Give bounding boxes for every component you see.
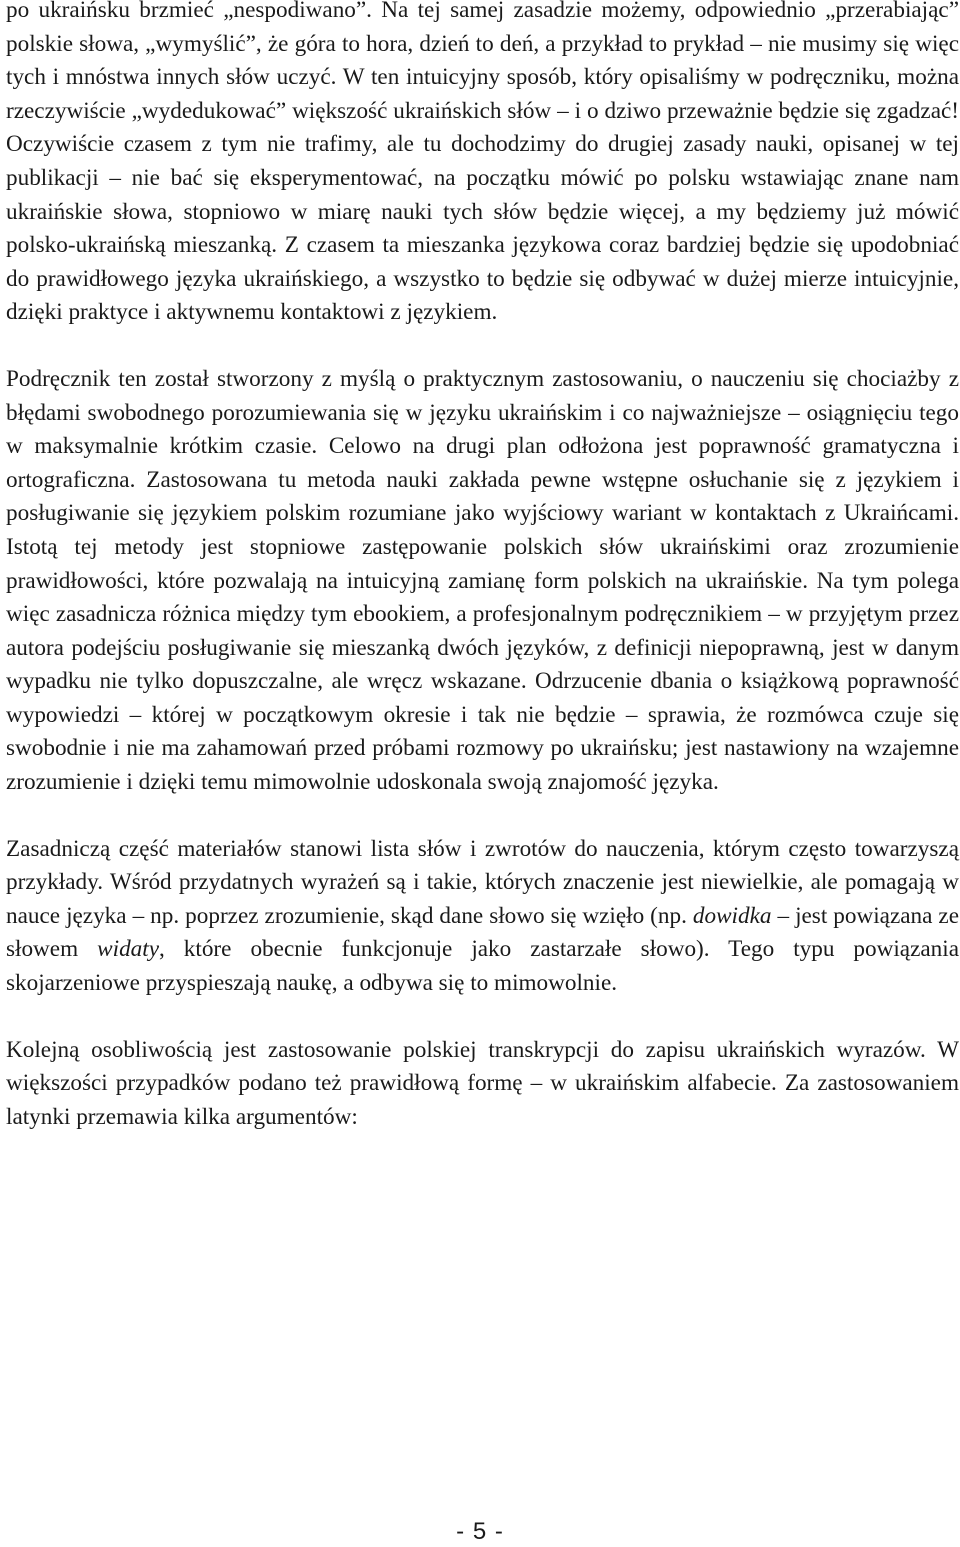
paragraph-text: po ukraińsku brzmieć „nespodiwano”. Na tej samej zasadzie możemy, odpowiednio „przerabiając” polskie słowa, „wymyślić”, że góra to hora, dzień to deń, a przykład to prykład – nie musimy się więc tych i mnóstwa innych słów uczyć. W ten intuicyjny sposób, który opisaliśmy w podręczniku, można rzeczywiście „wydedukować” większość ukraińskich słów – i o dziwo przeważnie będzie się zgadzać! Oczywiście czasem z tym nie trafimy, ale tu dochodzimy do drugiej zasady nauki, opisanej w tej publikacji – nie bać się eksperymentować, na początku mówić po polsku wstawiając znane nam ukraińskie słowa, stopniowo w miarę nauki tych słów będzie więcej, a my będziemy już mówić polsko-ukraińską mieszanką. Z czasem ta mieszanka językowa coraz bardziej będzie się upodobniać do prawidłowego języka ukraińskiego, a wszystko to będzie się odbywać w dużej mierze intuicyjnie, dzięki praktyce i aktywnemu kontaktowi z językiem. [6,0,959,326]
paragraph-text: , które obecnie funkcjonuje jako zastarzałe słowo). Tego typu powiązania skojarzeniowe przyspieszają naukę, a odbywa się to mimowolnie. [6,936,959,997]
page-number: - 5 - [456,1518,504,1545]
document-body [6,0,959,1167]
italic-term-dowidka: dowidka [692,902,772,929]
paragraph-2 [6,363,959,800]
paragraph-text: Zasadniczą część materiałów stanowi lista słów i zwrotów do nauczenia, którym często towarzyszą przykłady. Wśród przydatnych wyrażeń są i takie, których znaczenie jest niewielkie, ale pomagają w nauce języka – np. poprzez zrozumienie, skąd dane słowo się wzięło (np. [6,835,959,929]
paragraph-text: Podręcznik ten został stworzony z myślą o praktycznym zastosowaniu, o nauczeniu się chociażby z błędami swobodnego porozumiewania się w języku ukraińskim i co najważniejsze – osiągnięciu tego w maksymalnie krótkim czasie. Celowo na drugi plan odłożona jest poprawność gramatyczna i ortograficzna. Zastosowana tu metoda nauki zakłada pewne wstępne osłuchanie się z językiem i posługiwanie się językiem polskim rozumiane jako wyjściowy wariant w kontaktach z Ukraińcami. Istotą tej metody jest stopniowe zastępowanie polskich słów ukraińskimi oraz zrozumienie prawidłowości, które pozwalają na intuicyjną zamianę form polskich na ukraińskie. Na tym polega więc zasadnicza różnica między tym ebookiem, a profesjonalnym podręcznikiem – w przyjętym przez autora podejściu posługiwanie się mieszanką dwóch języków, z definicji niepoprawną, jest w danym wypadku nie tylko dopuszczalne, ale wręcz wskazane. Odrzucenie dbania o książkową poprawność wypowiedzi – której w początkowym okresie i tak nie będzie – sprawia, że rozmówca czuje się swobodnie i nie ma zahamowań przed próbami rozmowy po ukraińsku; jest nastawiony na wzajemne zrozumienie i dzięki temu mimowolnie udoskonala swoją znajomość języka. [6,365,959,796]
paragraph-text: – jest powiązana ze słowem [6,902,959,963]
paragraph-text: Kolejną osobliwością jest zastosowanie polskiej transkrypcji do zapisu ukraińskich wyrazów. W większości przypadków podano też prawidłową formę – w ukraińskim alfabecie. Za zastosowaniem latynki przemawia kilka argumentów: [6,1036,959,1130]
italic-term-widaty: widaty [97,936,159,963]
paragraph-4 [6,1034,959,1135]
paragraph-1 [6,0,959,330]
paragraph-3 [6,833,959,1001]
